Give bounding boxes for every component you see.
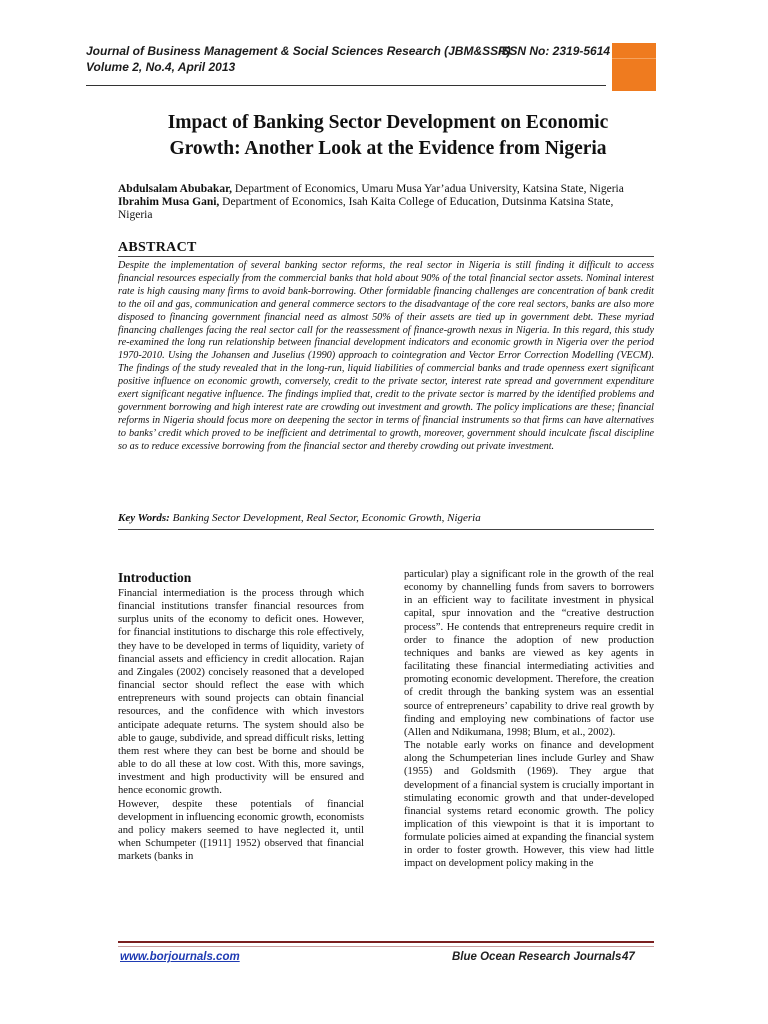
abstract-divider-top (118, 256, 654, 257)
publisher-name: Blue Ocean Research Journals (452, 951, 622, 963)
author-2: Ibrahim Musa Gani, Department of Economics, Isah Kaita College of Education, Dutsinma Katsina State, Nigeria (118, 196, 614, 221)
website-link[interactable]: www.borjournals.com (120, 951, 240, 963)
body-column-right (404, 568, 654, 871)
paragraph: particular) play a significant role in the growth of the real economy by channelling funds from savers to borrowers in an efficient way to facilitate investment in physical capital, spur innovation and the “creative destruction process”. He contends that entrepreneurs require credit in order to finance the adoption of new production techniques and banks are viewed as key agents in facilitating these financial intermediating activities and promoting economic development. Therefore, the creation of credit through the banking system was an essential source of entrepreneurs’ capability to drive real growth by finding and employing new combinations of factor use (Allen and Ndikumana, 1998; Blum, et al., 2002). (404, 569, 654, 738)
keywords: Key Words: Banking Sector Development, Real Sector, Economic Growth, Nigeria (118, 512, 481, 524)
paper-title: Impact of Banking Sector Development on Economic Growth: Another Look at the Evidence from Nigeria (167, 112, 609, 159)
page-number: 47 (622, 951, 635, 963)
journal-logo-box (612, 43, 656, 91)
journal-header (86, 43, 611, 75)
introduction-heading: Introduction (118, 570, 192, 585)
journal-title: Journal of Business Management & Social Sciences Research (JBM&SSR) (86, 44, 511, 58)
author-block (118, 183, 648, 222)
volume-info: Volume 2, No.4, April 2013 (86, 60, 236, 74)
paragraph: However, despite these potentials of financial development in influencing economic growth, economists and policy makers seemed to have neglected it, until when Schumpeter ([1911] 1952) observed that financial markets (banks in (118, 798, 364, 863)
abstract-divider-bottom (118, 529, 654, 530)
header-divider (86, 85, 606, 86)
abstract-heading: ABSTRACT (118, 240, 197, 255)
footer-divider (118, 941, 654, 947)
issn: ISSN No: 2319-5614 (498, 44, 611, 58)
paragraph: The notable early works on finance and development along the Schumpeterian lines include Gurley and Shaw (1955) and Goldsmith (1969). They argue that development of a financial system is crucially important in stimulating economic growth and that under-developed financial systems retard economic growth. The policy implication of this viewpoint is that it is important to formulate policies aimed at expanding the financial system in order to foster growth. However, this view had little impact on development policy making in the (404, 740, 654, 870)
author-1: Abdulsalam Abubakar, Department of Economics, Umaru Musa Yar’adua University, Katsina State, Nigeria (118, 183, 624, 195)
paragraph: Financial intermediation is the process through which financial institutions transfer financial resources from surplus units of the economy to deficit ones. However, for financial institutions to discharge this role effectively, they have to be developed in terms of liquidity, variety of financial assets and efficiency in credit allocation. Rajan and Zingales (2002) concisely reasoned that a developed financial sector should reflect the ease with which entrepreneurs with sound projects can obtain financial resources, and the confidence with which investors anticipate adequate returns. The system should also be able to gauge, subdivide, and spread difficult risks, letting them rest where they can best be borne and should be able to do all these at low cost. With this, more savings, investment and high productivity will be ensured and hence economic growth. (118, 588, 364, 797)
body-column-left (118, 570, 364, 863)
abstract-text: Despite the implementation of several banking sector reforms, the real sector in Nigeria is still finding it difficult to access financial resources especially from the commercial banks that hold about 90% of the total financial sector assets. Nominal interest rate is high causing many firms to avoid bank-borrowing. Other formidable financing challenges are concentration of bank credit to the oil and gas, communication and general commerce sectors to the disadvantage of the core real sectors, banks are also more disposed to financing government financial need as almost 50% of their assets are tied up in government debt. These myriad financing challenges facing the real sector call for the reassessment of finance-growth nexus in Nigeria. In this regard, this study re-examined the long run relationship between financial development indicators and economic growth in Nigeria over the period 1970-2010. Using the Johansen and Juselius (1990) approach to cointegration and Vector Error Correction Modelling (VECM). The findings of the study revealed that in the long-run, liquid liabilities of commercial banks and trade openness exert significant positive influence on economic growth, conversely, credit to the private sector, interest rate spread and government expenditure exert significant negative influence. The findings implied that, credit to the private sector is marred by the identified problems and government borrowing and high interest rate are crowding out investment and growth. The policy implications are these; financial reforms in Nigeria should focus more on deepening the sector in terms of financial instruments so that firms can have alternatives to banks’ credit which proved to be inefficient and detrimental to growth, moreover, government should inculcate fiscal discipline so as to reduce excessive borrowing from the financial sector and thereby crowding out private investment. (118, 260, 654, 452)
